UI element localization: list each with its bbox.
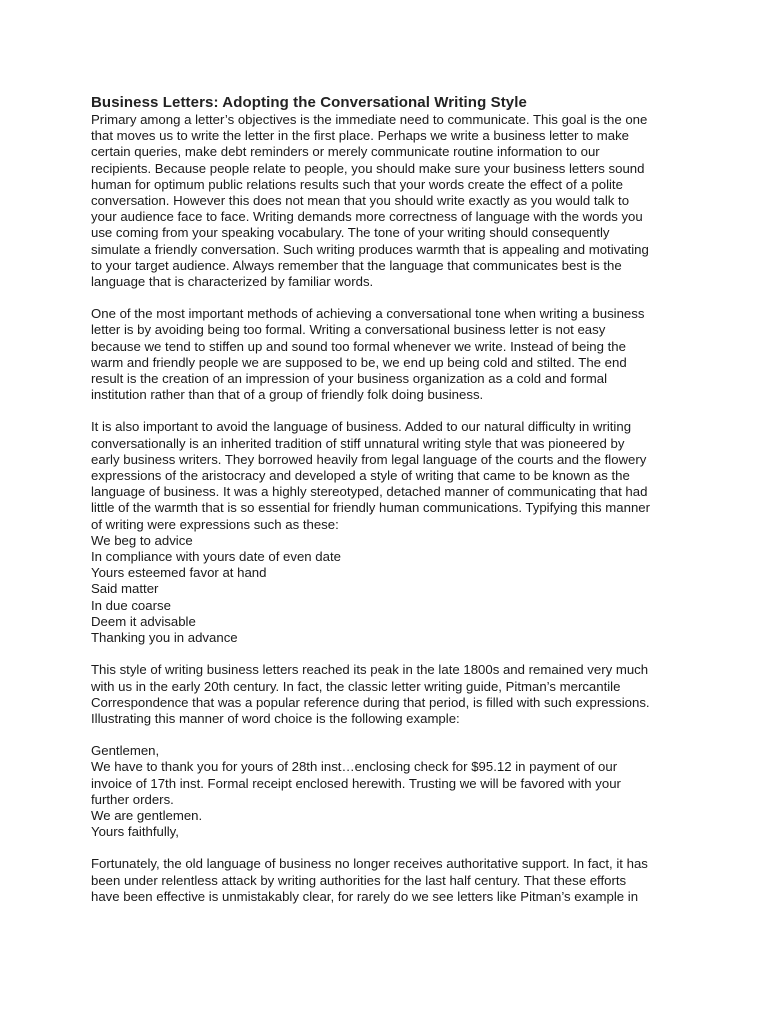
- text-line: because we tend to stiffen up and sound too formal whenever we write. Instead of being the: [91, 338, 626, 354]
- text-line: simulate a friendly conversation. Such writing produces warmth that is appealing and motivating: [91, 241, 649, 257]
- document-title: Business Letters: Adopting the Conversational Writing Style: [91, 94, 527, 111]
- expression-item: We beg to advice: [91, 532, 193, 548]
- text-line: use coming from your speaking vocabulary. The tone of your writing should consequently: [91, 225, 610, 241]
- text-line: conversation. However this does not mean that you should write exactly as you would talk to: [91, 193, 630, 209]
- text-line: institution rather than that of a group of friendly folk doing business.: [91, 387, 484, 403]
- text-line: to your target audience. Always remember that the language that communicates best is the: [91, 257, 622, 273]
- text-line: human for optimum public relations results such that your words create the effect of a polite: [91, 176, 623, 192]
- text-line: little of the warmth that is so essential for friendly human communications. Typifying this manner: [91, 500, 651, 516]
- example-letter: [91, 743, 691, 840]
- text-line: certain queries, make debt reminders or merely communicate routine information to our: [91, 144, 600, 160]
- text-line: We are gentlemen.: [91, 807, 203, 823]
- text-line: Primary among a letter’s objectives is the immediate need to communicate. This goal is the one: [91, 112, 648, 127]
- expression-item: Deem it advisable: [91, 613, 196, 629]
- text-line: It is also important to avoid the language of business. Added to our natural difficulty in writing: [91, 419, 632, 435]
- text-line: warm and friendly people we are supposed to be, we end up being cold and stilted. The end: [91, 354, 627, 370]
- paragraph-5: [91, 856, 691, 905]
- expression-item: In due coarse: [91, 597, 171, 613]
- text-line: language that is characterized by familiar words.: [91, 274, 374, 290]
- expression-item: Thanking you in advance: [91, 630, 238, 646]
- text-line: been under relentless attack by writing authorities for the last half century. That these efforts: [91, 872, 627, 888]
- text-line: conversationally is an inherited tradition of stiff unnatural writing style that was pioneered by: [91, 435, 625, 451]
- text-line: have been effective is unmistakably clear, for rarely do we see letters like Pitman’s example in: [91, 888, 639, 904]
- text-line: Illustrating this manner of word choice is the following example:: [91, 710, 460, 726]
- text-line: of writing were expressions such as these:: [91, 516, 339, 532]
- text-line: We have to thank you for yours of 28th inst…enclosing check for $95.12 in payment of our: [91, 759, 618, 775]
- text-line: Correspondence that was a popular reference during that period, is filled with such expressions.: [91, 694, 650, 710]
- paragraph-2: [91, 306, 691, 403]
- text-line: invoice of 17th inst. Formal receipt enclosed herewith. Trusting we will be favored with your: [91, 775, 621, 791]
- expression-item: Yours esteemed favor at hand: [91, 565, 267, 581]
- text-line: recipients. Because people relate to people, you should make sure your business letters sound: [91, 160, 645, 176]
- paragraph-3: [91, 419, 691, 646]
- text-line: This style of writing business letters reached its peak in the late 1800s and remained very much: [91, 662, 649, 678]
- text-line: Gentlemen,: [91, 743, 160, 759]
- expression-item: In compliance with yours date of even date: [91, 549, 341, 565]
- expression-item: Said matter: [91, 581, 159, 597]
- text-line: further orders.: [91, 791, 174, 807]
- text-line: letter is by avoiding being too formal. Writing a conversational business letter is not easy: [91, 322, 606, 338]
- text-line: Yours faithfully,: [91, 824, 179, 840]
- text-line: Fortunately, the old language of business no longer receives authoritative support. In fact, it has: [91, 856, 648, 872]
- text-line: your audience face to face. Writing demands more correctness of language with the words you: [91, 209, 643, 225]
- paragraph-4: [91, 662, 691, 727]
- text-line: One of the most important methods of achieving a conversational tone when writing a business: [91, 306, 645, 322]
- text-line: with us in the early 20th century. In fact, the classic letter writing guide, Pitman’s mercantile: [91, 678, 621, 694]
- text-line: result is the creation of an impression of your business organization as a cold and formal: [91, 371, 608, 387]
- text-line: language of business. It was a highly stereotyped, detached manner of communicating that had: [91, 484, 648, 500]
- text-line: that moves us to write the letter in the first place. Perhaps we write a business letter to make: [91, 128, 630, 144]
- text-line: expressions of the aristocracy and developed a style of writing that came to be known as the: [91, 468, 630, 484]
- document-page: [91, 94, 691, 921]
- text-line: early business writers. They borrowed heavily from legal language of the courts and the flowery: [91, 451, 647, 467]
- paragraph-1: [91, 112, 691, 290]
